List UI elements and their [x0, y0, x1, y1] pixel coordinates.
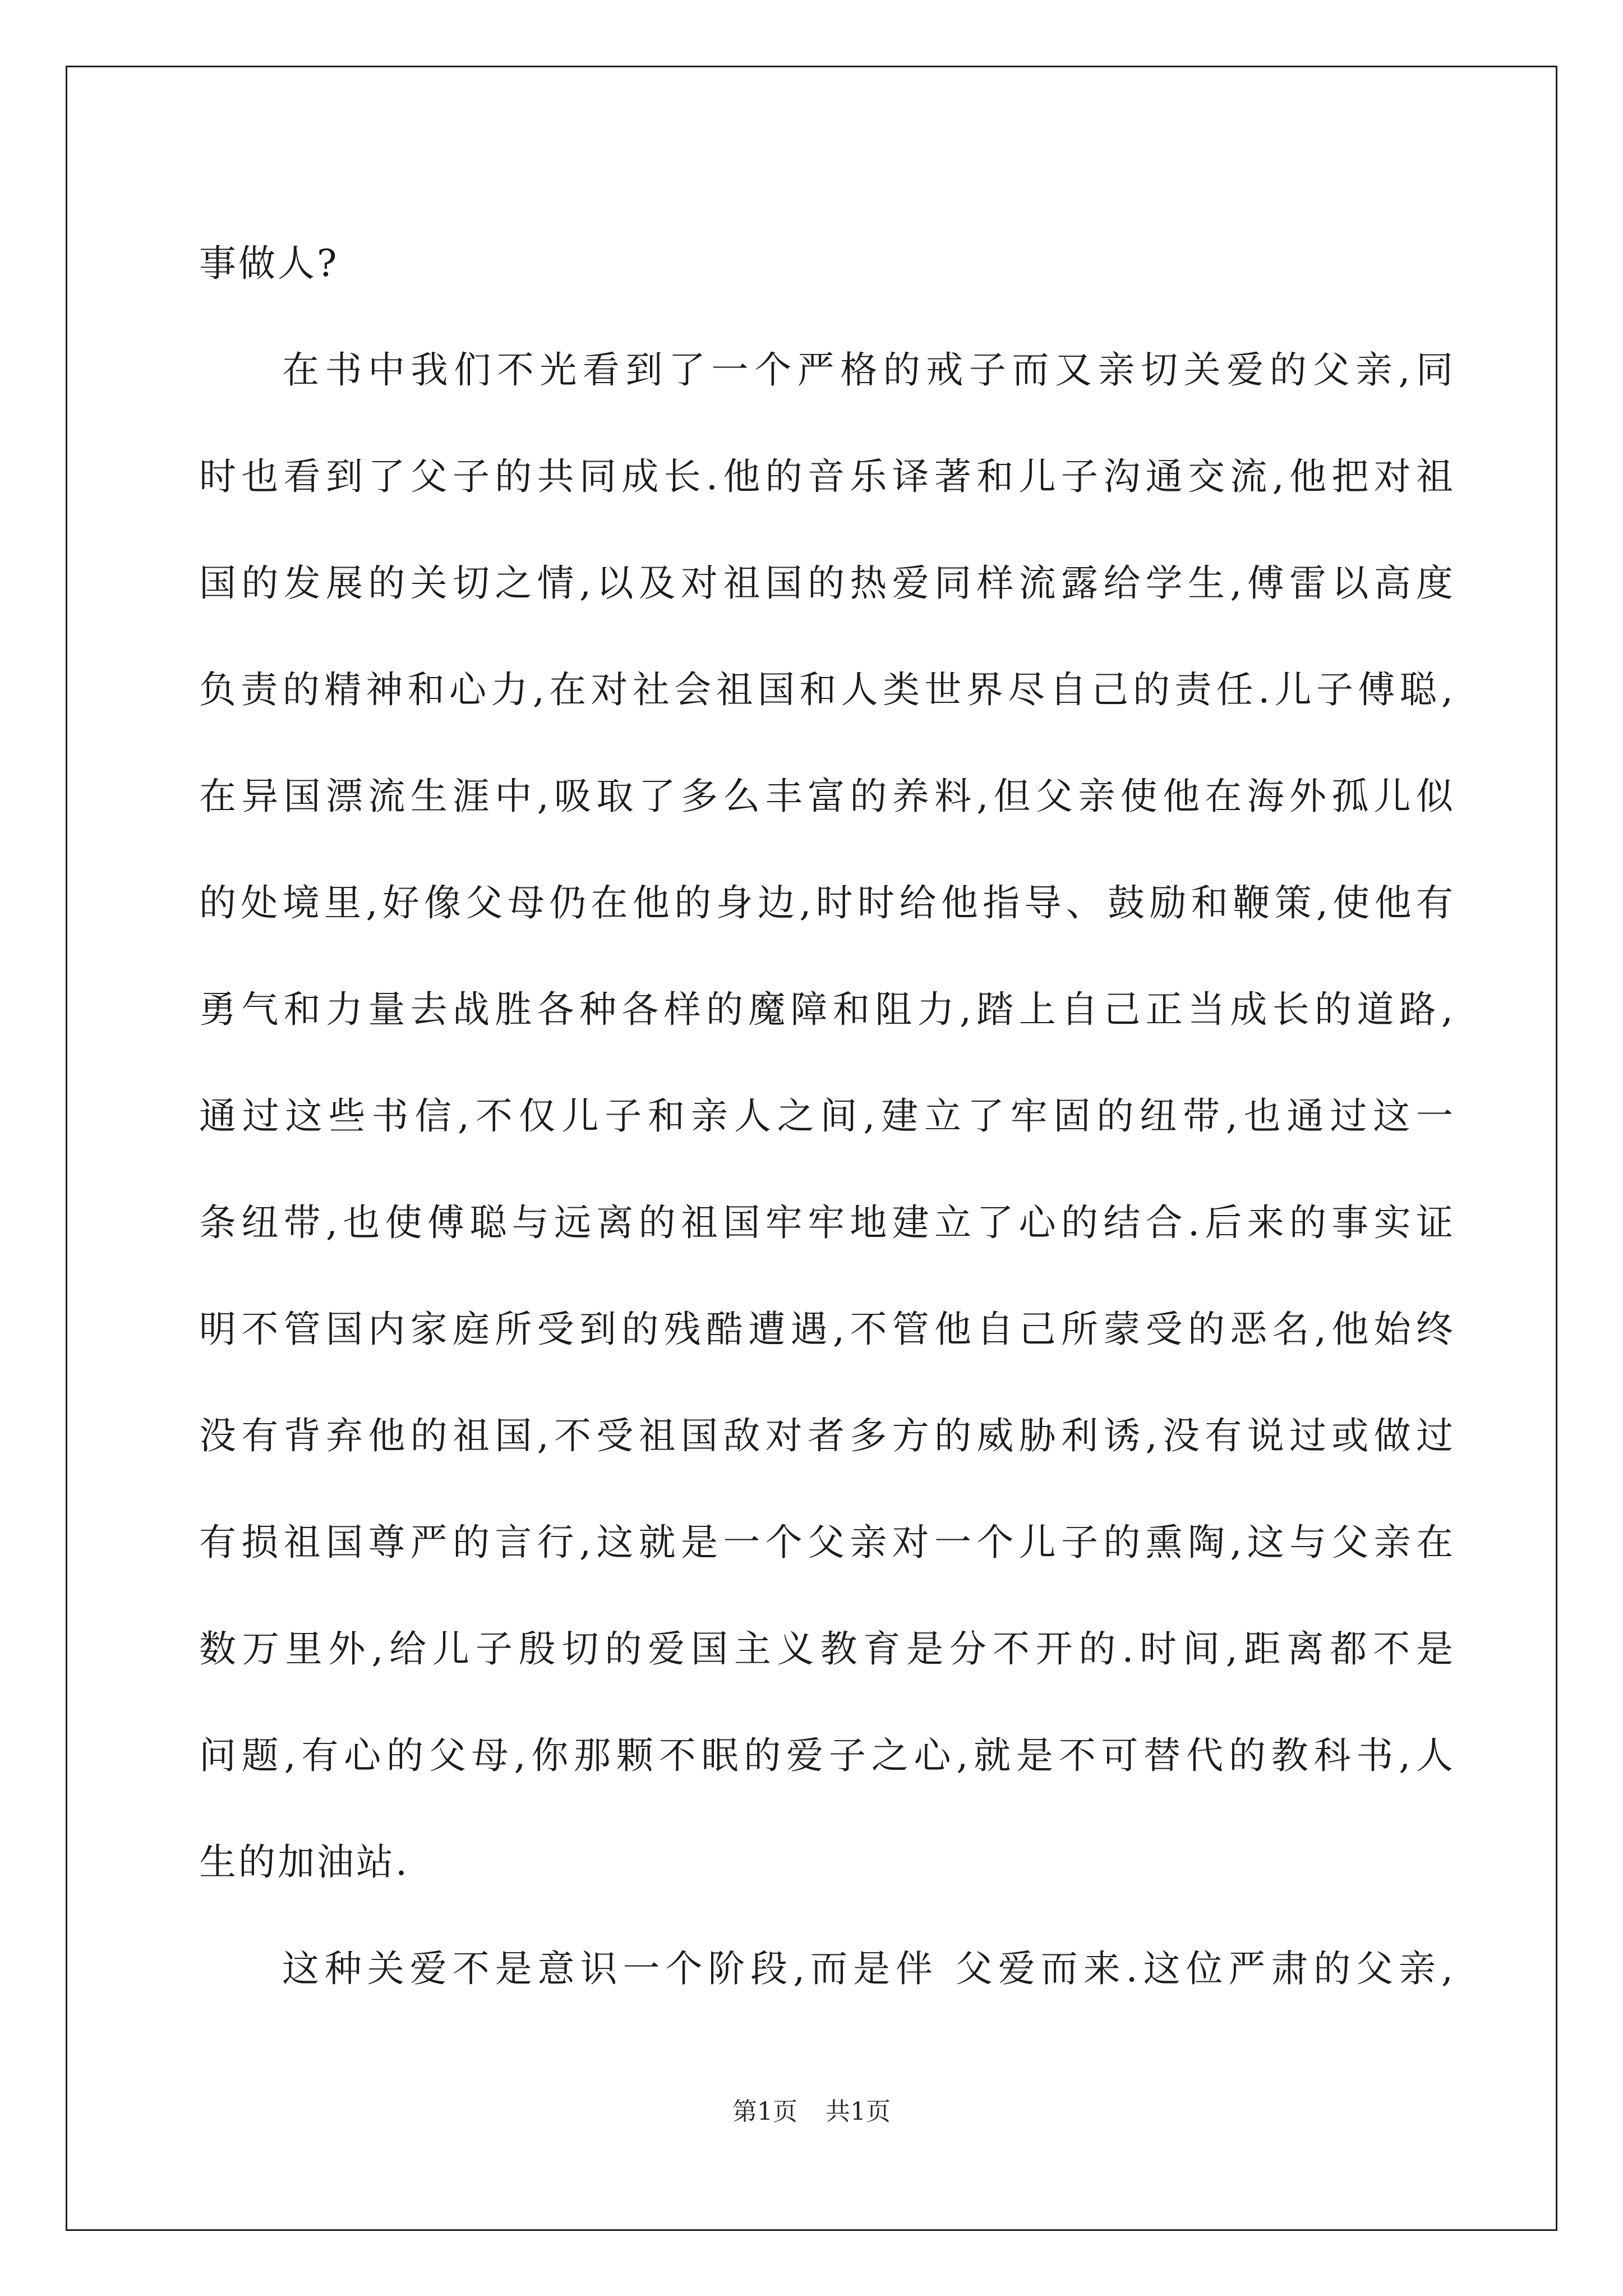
text-line: 在异国漂流生涯中,吸取了多么丰富的养料,但父亲使他在海外孤儿似 [199, 775, 1455, 818]
text-line: 勇气和力量去战胜各种各样的魔障和阻力,踏上自己正当成长的道路, [199, 988, 1455, 1031]
document-body [199, 210, 1455, 2022]
text-line: 的处境里,好像父母仍在他的身边,时时给他指导、鼓励和鞭策,使他有 [199, 881, 1455, 924]
text-line: 在书中我们不光看到了一个严格的戒子而又亲切关爱的父亲,同 [282, 348, 1455, 392]
text-line: 条纽带,也使傅聪与远离的祖国牢牢地建立了心的结合.后来的事实证 [199, 1201, 1455, 1244]
text-line: 没有背弃他的祖国,不受祖国敌对者多方的威胁利诱,没有说过或做过 [199, 1414, 1455, 1457]
text-line: 生的加油站. [199, 1841, 409, 1884]
page-total: 共1页 [826, 2097, 891, 2126]
text-line: 国的发展的关切之情,以及对祖国的热爱同样流露给学生,傅雷以高度 [199, 562, 1455, 605]
text-line: 负责的精神和心力,在对社会祖国和人类世界尽自己的责任.儿子傅聪, [199, 668, 1455, 711]
text-line: 这种关爱不是意识一个阶段,而是伴 父爱而来.这位严肃的父亲, [282, 1947, 1455, 1990]
text-line: 时也看到了父子的共同成长.他的音乐译著和儿子沟通交流,他把对祖 [199, 455, 1455, 498]
text-line: 事做人? [199, 242, 339, 285]
page-number: 第1页 [732, 2097, 797, 2126]
text-line: 有损祖国尊严的言行,这就是一个父亲对一个儿子的熏陶,这与父亲在 [199, 1521, 1455, 1564]
text-line: 问题,有心的父母,你那颗不眠的爱子之心,就是不可替代的教科书,人 [199, 1734, 1455, 1777]
page-footer [0, 2091, 1623, 2127]
text-line: 通过这些书信,不仅儿子和亲人之间,建立了牢固的纽带,也通过这一 [199, 1094, 1455, 1138]
text-line: 数万里外,给儿子殷切的爱国主义教育是分不开的.时间,距离都不是 [199, 1627, 1455, 1671]
text-line: 明不管国内家庭所受到的残酷遭遇,不管他自己所蒙受的恶名,他始终 [199, 1308, 1455, 1351]
